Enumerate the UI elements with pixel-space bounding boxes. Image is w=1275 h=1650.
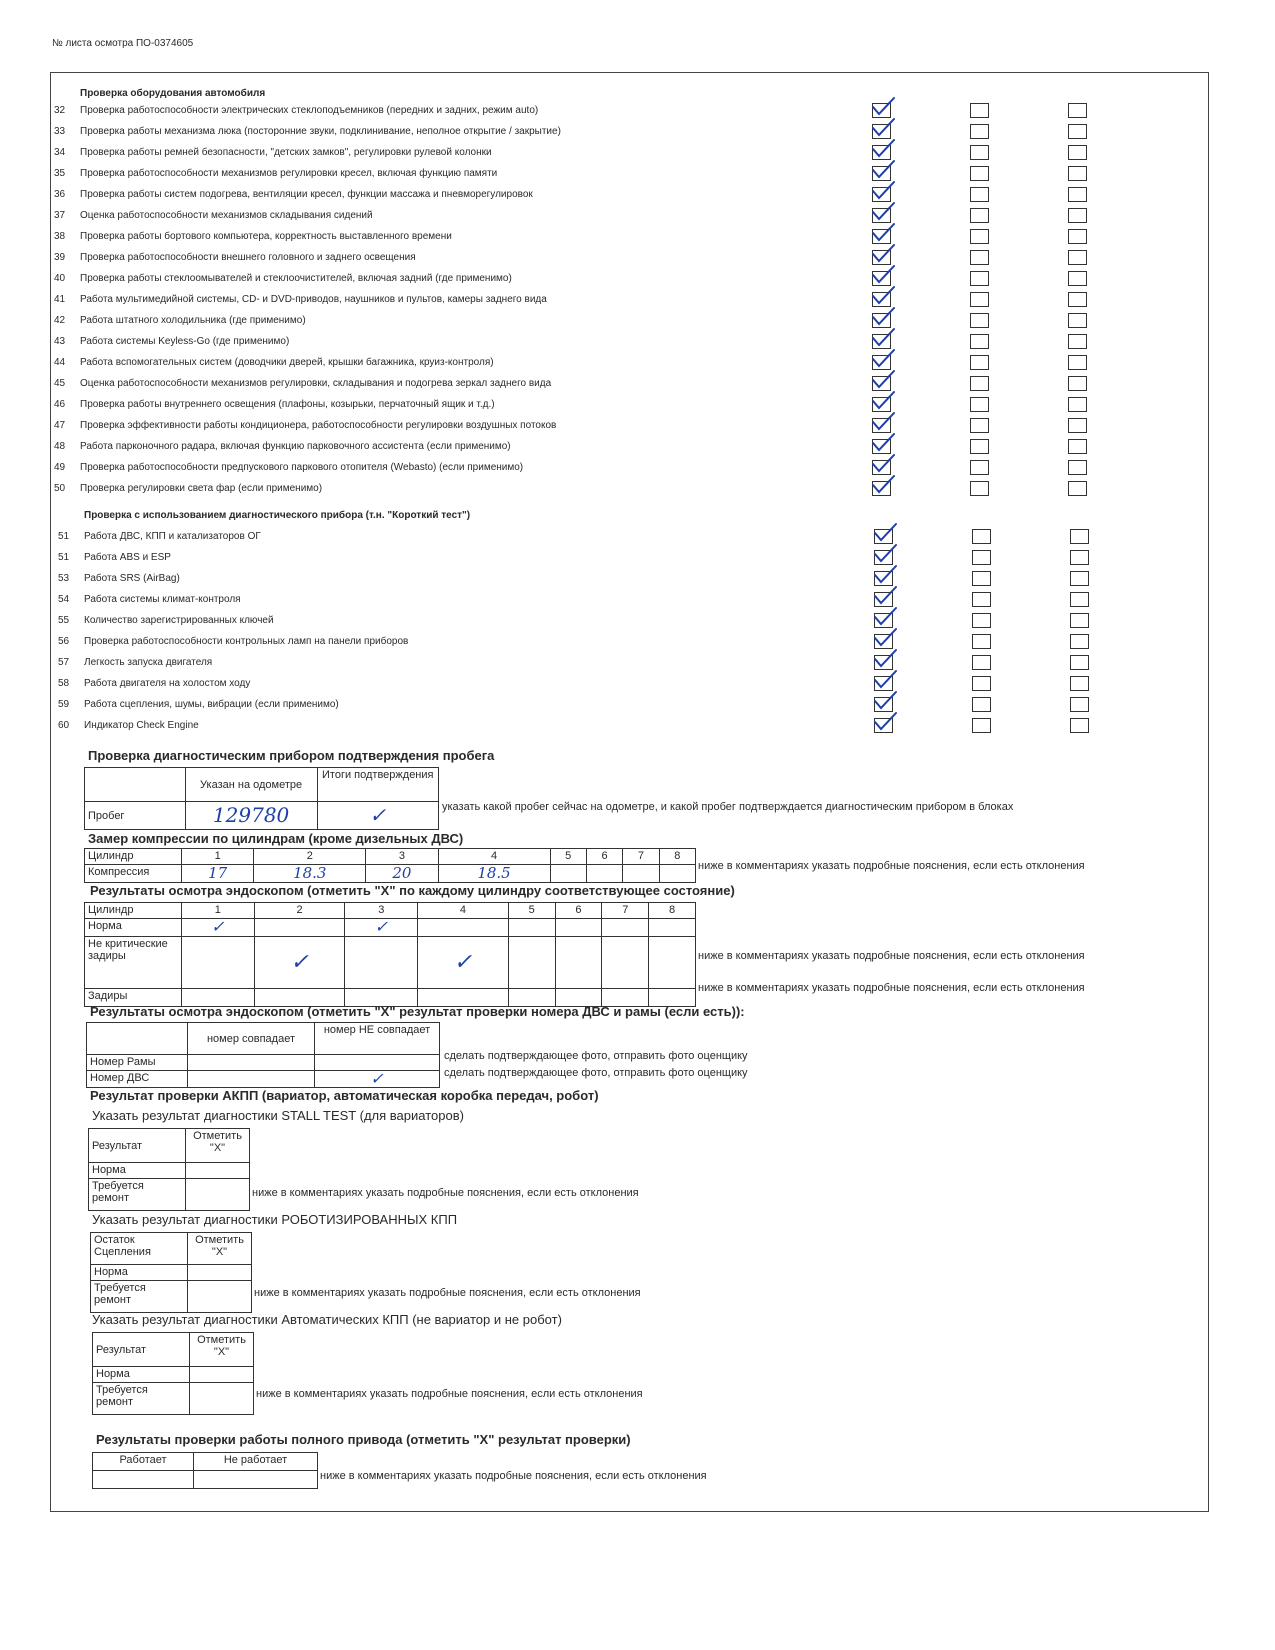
compression-table (84, 848, 696, 883)
diagnostic-item-7 (58, 673, 250, 694)
item-number: 56 (58, 636, 70, 647)
equipment-checkbox-warn-6[interactable] (970, 229, 989, 244)
item-number: 57 (58, 657, 70, 668)
akpp-title: Результат проверки АКПП (вариатор, автоматическая коробка передач, робот) (90, 1088, 599, 1103)
item-number: 32 (54, 105, 66, 116)
diagnostic-item-3 (58, 589, 241, 610)
akpp-robot-repair-cell (188, 1281, 252, 1313)
endoscope-cylinder-2: 2 (254, 903, 345, 919)
equipment-item-2 (54, 142, 492, 163)
compression-value-5 (550, 865, 586, 883)
equipment-checkbox-fail-1[interactable] (1068, 124, 1087, 139)
diagnostic-checkbox-fail-2[interactable] (1070, 571, 1089, 586)
item-number: 59 (58, 699, 70, 710)
akpp-stall-norm-cell (186, 1163, 250, 1179)
endoscope-title: Результаты осмотра эндоскопом (отметить "X" по каждому цилиндру соответствующее состояние) (90, 883, 735, 898)
equipment-item-10 (54, 310, 306, 331)
diagnostic-checkbox-warn-3[interactable] (972, 592, 991, 607)
equipment-checkbox-warn-1[interactable] (970, 124, 989, 139)
item-label: Оценка работоспособности механизмов регулировки, складывания и подогрева зеркал заднего вида (80, 378, 552, 389)
mileage-col-result: Итоги подтверждения (317, 768, 438, 802)
check-mark-icon (870, 201, 894, 223)
equipment-checkbox-fail-9[interactable] (1068, 292, 1087, 307)
compression-value-4: 18.5 (438, 865, 550, 883)
mileage-corner (85, 768, 186, 802)
endoscope-row-cylinder-label: Цилиндр (85, 903, 182, 919)
item-number: 43 (54, 336, 66, 347)
endoscope-note-1: ниже в комментариях указать подробные пояснения, если есть отклонения (698, 950, 1085, 962)
equipment-item-0 (54, 100, 538, 121)
item-number: 58 (58, 678, 70, 689)
item-label: Работа мультимедийной системы, CD- и DVD-приводов, наушников и пультов, камеры заднего вида (80, 294, 547, 305)
equipment-item-9 (54, 289, 547, 310)
equipment-checkbox-warn-17[interactable] (970, 460, 989, 475)
endoscope-noncritical-mark-8 (649, 937, 696, 989)
compression-cylinder-7: 7 (623, 849, 659, 865)
check-mark-icon (872, 627, 896, 649)
mileage-table (84, 767, 439, 830)
compression-cylinder-5: 5 (550, 849, 586, 865)
akpp-auto-row-repair: Требуется ремонт (93, 1383, 190, 1415)
endoscope-norm-mark-3: ✓ (345, 919, 418, 937)
item-number: 39 (54, 252, 66, 263)
equipment-checkbox-fail-6[interactable] (1068, 229, 1087, 244)
akpp-robot-note: ниже в комментариях указать подробные пояснения, если есть отклонения (254, 1287, 641, 1299)
diagnostic-checkbox-fail-0[interactable] (1070, 529, 1089, 544)
item-label: Количество зарегистрированных ключей (84, 615, 274, 626)
equipment-checkbox-fail-11[interactable] (1068, 334, 1087, 349)
diagnostic-item-4 (58, 610, 274, 631)
item-number: 36 (54, 189, 66, 200)
akpp-auto-row-norm: Норма (93, 1367, 190, 1383)
endoscope-cylinder-7: 7 (602, 903, 649, 919)
equipment-checkbox-warn-8[interactable] (970, 271, 989, 286)
akpp-auto-note: ниже в комментариях указать подробные пояснения, если есть отклонения (256, 1388, 643, 1400)
endoscope-norm-mark-6 (555, 919, 602, 937)
diagnostic-checkbox-warn-0[interactable] (972, 529, 991, 544)
equipment-item-11 (54, 331, 289, 352)
endoscope-norm-mark-2 (254, 919, 345, 937)
check-mark-icon (870, 432, 894, 454)
diagnostic-checkbox-warn-5[interactable] (972, 634, 991, 649)
item-number: 46 (54, 399, 66, 410)
akpp-stall-col-result: Результат (89, 1129, 186, 1163)
akpp-stall-title: Указать результат диагностики STALL TEST (для вариаторов) (92, 1108, 464, 1123)
akpp-stall-row-norm: Норма (89, 1163, 186, 1179)
compression-cylinder-8: 8 (659, 849, 695, 865)
check-mark-icon (872, 648, 896, 670)
awd-col-works: Работает (93, 1453, 194, 1471)
akpp-robot-table (90, 1232, 252, 1313)
item-number: 47 (54, 420, 66, 431)
equipment-item-4 (54, 184, 533, 205)
equipment-item-17 (54, 457, 523, 478)
item-label: Работа ДВС, КПП и катализаторов ОГ (84, 531, 261, 542)
akpp-auto-title: Указать результат диагностики Автоматических КПП (не вариатор и не робот) (92, 1312, 562, 1327)
vin-engine-match-cell (188, 1071, 315, 1088)
mileage-confirm-mark: ✓ (317, 802, 438, 830)
akpp-auto-table (92, 1332, 254, 1415)
item-number: 38 (54, 231, 66, 242)
equipment-checkbox-fail-7[interactable] (1068, 250, 1087, 265)
compression-row-value-label: Компрессия (85, 865, 182, 883)
item-label: Проверка работы ремней безопасности, "детских замков", регулировки рулевой колонки (80, 147, 492, 158)
check-mark-icon (870, 138, 894, 160)
mileage-col-odometer: Указан на одометре (185, 768, 317, 802)
vin-corner (87, 1023, 188, 1055)
mileage-title: Проверка диагностическим прибором подтверждения пробега (88, 748, 495, 763)
akpp-auto-col-mark: Отметить "X" (190, 1333, 254, 1367)
check-mark-icon (870, 369, 894, 391)
endoscope-cylinder-1: 1 (182, 903, 255, 919)
equipment-item-16 (54, 436, 511, 457)
endoscope-noncritical-mark-7 (602, 937, 649, 989)
check-mark-icon (872, 669, 896, 691)
equipment-checkbox-fail-5[interactable] (1068, 208, 1087, 223)
compression-value-2: 18.3 (254, 865, 366, 883)
check-mark-icon (870, 159, 894, 181)
diagnostic-checkbox-warn-1[interactable] (972, 550, 991, 565)
equipment-checkbox-warn-12[interactable] (970, 355, 989, 370)
item-label: Работа ABS и ESP (84, 552, 171, 563)
diagnostic-checkbox-fail-8[interactable] (1070, 697, 1089, 712)
check-mark-icon (870, 285, 894, 307)
equipment-checkbox-warn-4[interactable] (970, 187, 989, 202)
item-label: Проверка работы внутреннего освещения (плафоны, козырьки, перчаточный ящик и т.д.) (80, 399, 495, 410)
akpp-auto-col-result: Результат (93, 1333, 190, 1367)
vin-row-engine-label: Номер ДВС (87, 1071, 188, 1088)
check-mark-icon (870, 453, 894, 475)
compression-value-1: 17 (182, 865, 254, 883)
endoscope-cylinder-4: 4 (418, 903, 509, 919)
check-mark-icon (872, 543, 896, 565)
endoscope-norm-mark-7 (602, 919, 649, 937)
diagnostic-checkbox-warn-2[interactable] (972, 571, 991, 586)
vin-note-2: сделать подтверждающее фото, отправить фото оценщику (444, 1067, 748, 1079)
compression-cylinder-4: 4 (438, 849, 550, 865)
endoscope-norm-mark-8 (649, 919, 696, 937)
diagnostic-checkbox-fail-3[interactable] (1070, 592, 1089, 607)
equipment-checkbox-warn-14[interactable] (970, 397, 989, 412)
compression-value-7 (623, 865, 659, 883)
item-number: 44 (54, 357, 66, 368)
item-number: 48 (54, 441, 66, 452)
diagnostic-section-title: Проверка с использованием диагностического прибора (т.н. "Короткий тест") (84, 510, 471, 521)
equipment-checkbox-fail-8[interactable] (1068, 271, 1087, 286)
equipment-checkbox-warn-18[interactable] (970, 481, 989, 496)
sheet-number: № листа осмотра ПО-0374605 (52, 38, 194, 49)
akpp-robot-col-clutch: Остаток Сцепления (91, 1233, 188, 1265)
item-number: 53 (58, 573, 70, 584)
check-mark-icon (870, 411, 894, 433)
vin-table (86, 1022, 440, 1088)
equipment-item-7 (54, 247, 416, 268)
check-mark-icon (872, 690, 896, 712)
diagnostic-checkbox-warn-4[interactable] (972, 613, 991, 628)
item-number: 51 (58, 531, 70, 542)
equipment-checkbox-warn-9[interactable] (970, 292, 989, 307)
item-number: 37 (54, 210, 66, 221)
equipment-checkbox-warn-16[interactable] (970, 439, 989, 454)
equipment-checkbox-warn-13[interactable] (970, 376, 989, 391)
akpp-stall-note: ниже в комментариях указать подробные пояснения, если есть отклонения (252, 1187, 639, 1199)
check-mark-icon (872, 522, 896, 544)
equipment-item-6 (54, 226, 452, 247)
awd-col-notworks: Не работает (194, 1453, 318, 1471)
equipment-checkbox-fail-17[interactable] (1068, 460, 1087, 475)
compression-row-cylinder-label: Цилиндр (85, 849, 182, 865)
item-label: Работа системы Keyless-Go (где применимо) (80, 336, 290, 347)
endoscope-noncritical-mark-4: ✓ (418, 937, 509, 989)
compression-value-3: 20 (366, 865, 438, 883)
equipment-item-13 (54, 373, 551, 394)
item-number: 55 (58, 615, 70, 626)
akpp-auto-repair-cell (190, 1383, 254, 1415)
check-mark-icon (870, 180, 894, 202)
item-label: Проверка работоспособности предпускового паркового отопителя (Webasto) (если применимо) (80, 462, 524, 473)
endoscope-noncritical-mark-1 (182, 937, 255, 989)
endoscope-norm-mark-4 (418, 919, 509, 937)
akpp-robot-norm-cell (188, 1265, 252, 1281)
equipment-item-12 (54, 352, 494, 373)
diagnostic-checkbox-fail-7[interactable] (1070, 676, 1089, 691)
compression-value-6 (586, 865, 622, 883)
endoscope-cylinder-3: 3 (345, 903, 418, 919)
check-mark-icon (870, 306, 894, 328)
equipment-checkbox-warn-5[interactable] (970, 208, 989, 223)
endoscope-norm-mark-1: ✓ (182, 919, 255, 937)
item-number: 34 (54, 147, 66, 158)
item-number: 40 (54, 273, 66, 284)
item-number: 60 (58, 720, 70, 731)
equipment-item-14 (54, 394, 495, 415)
item-number: 51 (58, 552, 70, 563)
akpp-auto-norm-cell (190, 1367, 254, 1383)
item-label: Проверка работы механизма люка (посторонние звуки, подклинивание, неполное открытие / закрытие) (80, 126, 561, 137)
item-label: Проверка работы систем подогрева, вентиляции кресел, функции массажа и пневморегулировок (80, 189, 533, 200)
diagnostic-checkbox-warn-8[interactable] (972, 697, 991, 712)
vin-note-1: сделать подтверждающее фото, отправить фото оценщику (444, 1050, 748, 1062)
compression-value-8 (659, 865, 695, 883)
equipment-checkbox-fail-3[interactable] (1068, 166, 1087, 181)
equipment-checkbox-fail-15[interactable] (1068, 418, 1087, 433)
diagnostic-checkbox-warn-9[interactable] (972, 718, 991, 733)
item-label: Оценка работоспособности механизмов складывания сидений (80, 210, 373, 221)
mileage-row-label: Пробег (85, 802, 186, 830)
item-label: Работа двигателя на холостом ходу (84, 678, 251, 689)
item-number: 49 (54, 462, 66, 473)
vin-engine-nomatch-mark: ✓ (315, 1071, 440, 1088)
equipment-checkbox-fail-13[interactable] (1068, 376, 1087, 391)
item-number: 35 (54, 168, 66, 179)
compression-title: Замер компрессии по цилиндрам (кроме дизельных ДВС) (88, 831, 464, 846)
akpp-robot-row-repair: Требуется ремонт (91, 1281, 188, 1313)
diagnostic-checkbox-warn-6[interactable] (972, 655, 991, 670)
item-number: 33 (54, 126, 66, 137)
diagnostic-checkbox-fail-5[interactable] (1070, 634, 1089, 649)
item-label: Легкость запуска двигателя (84, 657, 213, 668)
endoscope-noncritical-mark-2: ✓ (254, 937, 345, 989)
compression-cylinder-6: 6 (586, 849, 622, 865)
equipment-item-18 (54, 478, 322, 499)
endoscope-row-noncritical-label: Не критические задиры (85, 937, 182, 989)
akpp-robot-title: Указать результат диагностики РОБОТИЗИРОВАННЫХ КПП (92, 1212, 458, 1227)
item-label: Индикатор Check Engine (84, 720, 199, 731)
mileage-note: указать какой пробег сейчас на одометре, и какой пробег подтверждается диагностическим прибором в блоках (442, 801, 1014, 813)
diagnostic-item-5 (58, 631, 408, 652)
compression-cylinder-2: 2 (254, 849, 366, 865)
item-label: Работа вспомогательных систем (доводчики дверей, крышки багажника, круиз-контроля) (80, 357, 494, 368)
endoscope-row-scores-label: Задиры (85, 989, 182, 1007)
vin-row-frame-label: Номер Рамы (87, 1055, 188, 1071)
equipment-checkbox-warn-10[interactable] (970, 313, 989, 328)
item-number: 42 (54, 315, 66, 326)
item-label: Проверка работоспособности контрольных ламп на панели приборов (84, 636, 409, 647)
item-label: Проверка регулировки света фар (если применимо) (80, 483, 323, 494)
check-mark-icon (872, 585, 896, 607)
awd-works-cell (93, 1471, 194, 1489)
endoscope-note-2: ниже в комментариях указать подробные пояснения, если есть отклонения (698, 982, 1085, 994)
endoscope-row-norm-label: Норма (85, 919, 182, 937)
akpp-robot-col-mark: Отметить "X" (188, 1233, 252, 1265)
equipment-checkbox-warn-3[interactable] (970, 166, 989, 181)
equipment-checkbox-warn-2[interactable] (970, 145, 989, 160)
check-mark-icon (872, 606, 896, 628)
equipment-checkbox-fail-14[interactable] (1068, 397, 1087, 412)
check-mark-icon (870, 474, 894, 496)
endoscope-cylinder-5: 5 (508, 903, 555, 919)
item-label: Работа парконочного радара, включая функцию парковочного ассистента (если применимо) (80, 441, 511, 452)
diagnostic-checkbox-fail-6[interactable] (1070, 655, 1089, 670)
equipment-checkbox-fail-2[interactable] (1068, 145, 1087, 160)
compression-note: ниже в комментариях указать подробные пояснения, если есть отклонения (698, 860, 1085, 872)
check-mark-icon (872, 564, 896, 586)
equipment-section-title: Проверка оборудования автомобиля (80, 88, 266, 99)
diagnostic-item-6 (58, 652, 212, 673)
item-number: 50 (54, 483, 66, 494)
item-number: 45 (54, 378, 66, 389)
endoscope-table (84, 902, 696, 1007)
item-label: Проверка работоспособности электрических стеклоподъемников (передних и задних, режим auto) (80, 105, 539, 116)
diagnostic-checkbox-fail-9[interactable] (1070, 718, 1089, 733)
check-mark-icon (872, 711, 896, 733)
vin-frame-match-cell (188, 1055, 315, 1071)
check-mark-icon (870, 327, 894, 349)
check-mark-icon (870, 264, 894, 286)
diagnostic-item-0 (58, 526, 261, 547)
endoscope-noncritical-mark-3 (345, 937, 418, 989)
compression-cylinder-3: 3 (366, 849, 438, 865)
akpp-stall-table (88, 1128, 250, 1211)
equipment-checkbox-fail-4[interactable] (1068, 187, 1087, 202)
check-mark-icon (870, 390, 894, 412)
vin-col-match: номер совпадает (188, 1023, 315, 1055)
equipment-item-1 (54, 121, 561, 142)
endoscope-noncritical-mark-6 (555, 937, 602, 989)
diagnostic-item-9 (58, 715, 199, 736)
check-mark-icon (870, 243, 894, 265)
mileage-odometer-value: 129780 (185, 802, 317, 830)
equipment-item-15 (54, 415, 556, 436)
akpp-stall-col-mark: Отметить "X" (186, 1129, 250, 1163)
diagnostic-item-1 (58, 547, 171, 568)
check-mark-icon (870, 348, 894, 370)
item-label: Работа SRS (AirBag) (84, 573, 180, 584)
check-mark-icon (870, 96, 894, 118)
equipment-checkbox-fail-18[interactable] (1068, 481, 1087, 496)
item-label: Работа сцепления, шумы, вибрации (если применимо) (84, 699, 339, 710)
awd-table (92, 1452, 318, 1489)
awd-note: ниже в комментариях указать подробные пояснения, если есть отклонения (320, 1470, 707, 1482)
equipment-item-8 (54, 268, 512, 289)
item-label: Проверка работы стеклоомывателей и стеклоочистителей, включая задний (где применимо) (80, 273, 512, 284)
awd-notworks-cell (194, 1471, 318, 1489)
awd-title: Результаты проверки работы полного привода (отметить "X" результат проверки) (96, 1432, 631, 1447)
diagnostic-checkbox-warn-7[interactable] (972, 676, 991, 691)
item-number: 41 (54, 294, 66, 305)
endoscope-cylinder-6: 6 (555, 903, 602, 919)
akpp-robot-row-norm: Норма (91, 1265, 188, 1281)
item-label: Проверка работоспособности внешнего головного и заднего освещения (80, 252, 416, 263)
diagnostic-checkbox-fail-1[interactable] (1070, 550, 1089, 565)
equipment-item-3 (54, 163, 497, 184)
equipment-checkbox-fail-0[interactable] (1068, 103, 1087, 118)
diagnostic-item-8 (58, 694, 339, 715)
akpp-stall-row-repair: Требуется ремонт (89, 1179, 186, 1211)
vin-title: Результаты осмотра эндоскопом (отметить "X" результат проверки номера ДВС и рамы (если есть)): (90, 1004, 745, 1019)
item-label: Проверка работоспособности механизмов регулировки кресел, включая функцию памяти (80, 168, 498, 179)
equipment-checkbox-warn-11[interactable] (970, 334, 989, 349)
akpp-stall-repair-cell (186, 1179, 250, 1211)
item-label: Работа системы климат-контроля (84, 594, 241, 605)
equipment-item-5 (54, 205, 373, 226)
diagnostic-checkbox-fail-4[interactable] (1070, 613, 1089, 628)
diagnostic-item-2 (58, 568, 180, 589)
check-mark-icon (870, 222, 894, 244)
check-mark-icon (870, 117, 894, 139)
item-label: Проверка эффективности работы кондиционера, работоспособности регулировки воздушных потоков (80, 420, 557, 431)
equipment-checkbox-warn-15[interactable] (970, 418, 989, 433)
item-label: Проверка работы бортового компьютера, корректность выставленного времени (80, 231, 452, 242)
equipment-checkbox-fail-12[interactable] (1068, 355, 1087, 370)
endoscope-norm-mark-5 (508, 919, 555, 937)
equipment-checkbox-fail-10[interactable] (1068, 313, 1087, 328)
vin-col-nomatch: номер НЕ совпадает (315, 1023, 440, 1055)
compression-cylinder-1: 1 (182, 849, 254, 865)
endoscope-noncritical-mark-5 (508, 937, 555, 989)
equipment-checkbox-fail-16[interactable] (1068, 439, 1087, 454)
endoscope-cylinder-8: 8 (649, 903, 696, 919)
equipment-checkbox-warn-7[interactable] (970, 250, 989, 265)
equipment-checkbox-warn-0[interactable] (970, 103, 989, 118)
item-number: 54 (58, 594, 70, 605)
item-label: Работа штатного холодильника (где применимо) (80, 315, 306, 326)
